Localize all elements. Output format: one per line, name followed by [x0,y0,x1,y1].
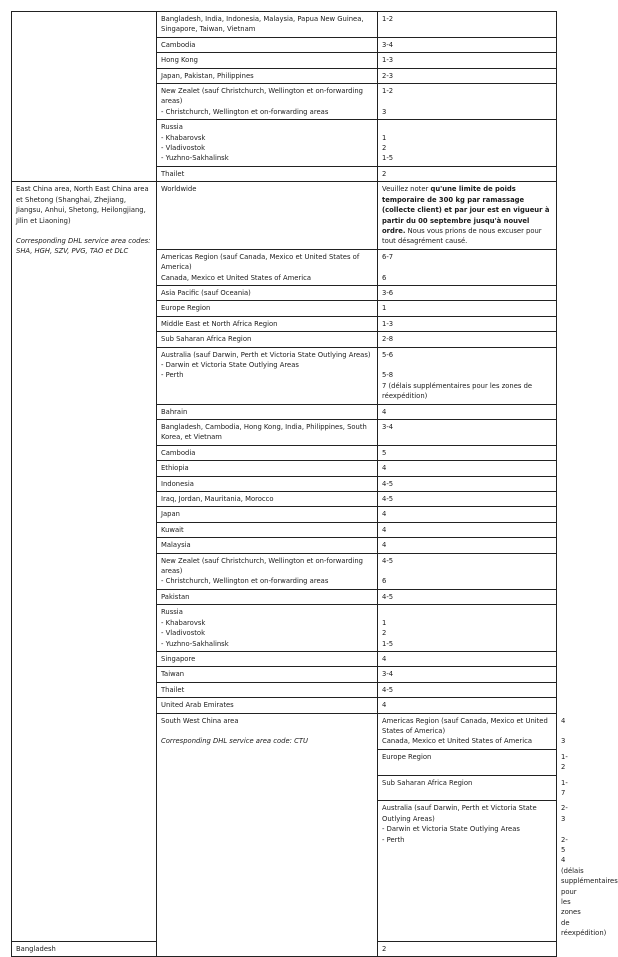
destination-cell [157,667,378,682]
transit-days-cell [378,249,557,285]
transit-days-cell [378,316,557,331]
destination-cell [157,605,378,652]
destination-text: Pakistan [161,592,190,601]
destination-text: New Zealet (sauf Christchurch, Wellington et on-forwarding areas) [161,556,363,576]
destination-text: Thailet [161,685,185,694]
destination-text: - Yuzhno-Sakhalinsk [161,154,229,163]
transit-days-cell [378,941,557,956]
destination-text: Europe Region [382,752,432,761]
transit-days-value [382,607,552,617]
destination-text: - Perth [161,371,184,380]
destination-text: Cambodia [161,448,196,457]
destination-text: Middle East et North Africa Region [161,319,278,328]
destination-cell [157,37,378,52]
destination-text: Canada, Mexico et United States of America [382,737,533,746]
destination-text: Kuwait [161,525,184,534]
destination-text: - Khabarovsk [161,618,206,627]
transit-days-cell [378,53,557,68]
area-service-codes: Corresponding DHL service area code: CTU [161,736,308,745]
transit-days-cell [378,507,557,522]
destination-text: - Vladivostok [161,144,206,153]
transit-days-cell [378,84,557,120]
transit-days-value: 6-7 [382,252,394,261]
destination-text: Bangladesh, India, Indonesia, Malaysia, Papua New Guinea, Singapore, Taiwan, Vietnam [161,15,364,34]
destination-text: - Yuzhno-Sakhalinsk [161,639,229,648]
transit-days-value: 5 [382,448,387,457]
destination-text: Australia (sauf Darwin, Perth et Victoria State Outlying Areas) [382,804,537,823]
destination-cell [157,538,378,553]
transit-time-table [11,11,618,957]
destination-cell [157,461,378,476]
destination-text: Hong Kong [161,56,198,65]
transit-days-value: 2 [382,629,387,638]
transit-days-cell [378,651,557,666]
transit-days-cell [378,404,557,419]
table-row: Sub Saharan Africa Region 1-7 [12,775,557,801]
destination-text: New Zealet (sauf Christchurch, Wellington et on-forwarding areas) [161,87,363,106]
transit-days-value: 4 [382,701,387,710]
transit-days-value: 1-5 [382,154,394,163]
table-row [12,12,557,38]
table-row: Australia (sauf Darwin, Perth et Victoria State Outlying Areas) - Darwin et Victoria State Outlying Areas - Perth 2-3 2-5 4 (délais supplémentaires pour les zones de réexpédition) [12,801,557,941]
transit-days-value: 4-5 [382,556,394,565]
destination-cell [157,682,378,697]
transit-days-cell [378,492,557,507]
transit-days-value: 3-6 [382,288,394,297]
transit-days-cell [378,589,557,604]
destination-text: - Darwin et Victoria State Outlying Areas [382,825,520,834]
transit-days-value: 4 [382,541,387,550]
table-row: Europe Region 1-2 [12,749,557,775]
destination-cell [157,316,378,331]
transit-days-cell [378,445,557,460]
transit-days-value: 6 [382,577,387,586]
transit-days-value: 3-4 [382,670,394,679]
transit-days-value: 4 [382,407,387,416]
notice-pre: Veuillez noter [382,185,431,194]
transit-days-cell [378,332,557,347]
destination-cell [157,182,378,249]
transit-days-value [382,360,552,370]
destination-cell [157,445,378,460]
transit-days-value: 1-2 [382,15,394,23]
destination-cell [157,120,378,167]
transit-days-value: 1-3 [382,56,394,65]
transit-days-cell [378,120,557,167]
destination-text: Europe Region [161,304,211,313]
destination-text: Sub Saharan Africa Region [161,335,252,344]
destination-text: Thailet [161,169,185,178]
destination-text: Sub Saharan Africa Region [382,778,473,787]
destination-text: Asia Pacific (sauf Oceania) [161,288,251,297]
transit-days-value [382,566,552,576]
table-row: South West China area Corresponding DHL service area code: CTU Americas Region (sauf Canada, Mexico et United States of America) Canada, Mexico et United States of America 4 3 [12,713,557,749]
destination-cell [157,285,378,300]
transit-days-value [382,122,552,132]
notice-bold: qu'une limite de poids temporaire de 300 kg par ramassage (collecte client) et par jour est en vigueur à partir du 00 septembre jusqu'à nouvel ordre. [382,185,550,235]
destination-cell [157,492,378,507]
destination-cell [157,522,378,537]
destination-text: Americas Region (sauf Canada, Mexico et United States of America) [161,252,360,272]
destination-cell [157,553,378,589]
destination-text: Cambodia [161,40,196,49]
destination-text: - Darwin et Victoria State Outlying Areas [161,360,299,369]
transit-days-value: 3-4 [382,40,394,49]
destination-cell [157,53,378,68]
transit-days-value: 6 [382,273,387,282]
transit-days-cell [378,522,557,537]
destination-text: - Christchurch, Wellington et on-forwarding areas [161,107,329,116]
destination-text: Iraq, Jordan, Mauritania, Morocco [161,495,274,504]
transit-days-value: 1-2 [382,87,394,96]
destination-text: - Christchurch, Wellington et on-forwarding areas [161,577,329,586]
destination-text: Australia (sauf Darwin, Perth et Victoria State Outlying Areas) [161,350,371,359]
destination-cell [157,420,378,446]
destination-text: United Arab Emirates [161,701,234,710]
destination-cell [157,12,378,38]
destination-cell [378,749,557,775]
transit-days-value [382,262,552,272]
destination-cell [378,713,557,749]
destination-cell [12,941,157,956]
transit-days-value: 4 [382,525,387,534]
destination-text: Bangladesh, Cambodia, Hong Kong, India, Philippines, South Korea, et Vietnam [161,423,367,442]
destination-cell [157,301,378,316]
transit-days-value: 3-4 [382,423,394,431]
transit-days-cell [378,347,557,404]
destination-cell [157,84,378,120]
transit-days-value: 4 [382,654,387,663]
destination-text: - Perth [382,835,405,844]
transit-days-cell [378,182,557,249]
transit-days-value: 2-8 [382,335,394,344]
transit-days-value: 5-8 [382,371,394,380]
transit-days-cell [378,538,557,553]
transit-days-value: 2 [382,144,387,153]
transit-days-cell [378,461,557,476]
transit-days-cell [378,285,557,300]
destination-text: Bangladesh [16,944,56,953]
area-service-codes: Corresponding DHL service area codes: SHA, HGH, SZV, PVG, TAO et DLC [16,236,151,256]
transit-days-value: 2 [382,169,387,178]
destination-cell [157,651,378,666]
transit-days-cell [378,166,557,181]
transit-days-value: 5-6 [382,350,394,359]
transit-days-cell [378,301,557,316]
transit-days-cell [378,553,557,589]
notice-post: Nous vous prions de nous excuser pour tout désagrément causé. [382,226,542,246]
destination-text: Singapore [161,654,196,663]
transit-days-cell [378,12,557,38]
transit-days-value: 1-3 [382,319,394,328]
transit-days-cell [378,37,557,52]
area-cell-empty [12,12,157,182]
table-row [12,182,557,249]
destination-text: Japan [161,510,180,519]
destination-text: Worldwide [161,185,197,194]
destination-text: Bahrain [161,407,188,416]
destination-cell [157,698,378,713]
transit-days-value: 7 (délais supplémentaires pour les zones de réexpédition) [382,381,533,401]
destination-cell [157,507,378,522]
transit-days-value: 4 [382,464,387,473]
transit-days-value: 4-5 [382,479,394,488]
destination-text: - Vladivostok [161,629,206,638]
area-name: East China area, North East China area et Shetong (Shanghai, Zhejiang, Jiangsu, Anhui, Shetong, Heilongjiang, Jilin et Liaoning) [16,185,149,225]
destination-text: Canada, Mexico et United States of America [161,273,312,282]
destination-cell [378,775,557,801]
destination-cell [157,589,378,604]
destination-cell [378,801,557,941]
transit-days-cell [378,698,557,713]
transit-days-value: 2-3 [382,71,394,80]
transit-days-value: 4-5 [382,685,394,694]
transit-days-cell [378,682,557,697]
destination-cell [157,332,378,347]
destination-cell [157,166,378,181]
destination-cell [157,68,378,83]
transit-days-cell [378,420,557,446]
weight-limit-notice [382,184,552,246]
area-cell [12,182,157,941]
destination-cell [157,476,378,491]
destination-text: Americas Region (sauf Canada, Mexico et United States of America) [382,716,548,735]
transit-days-cell [378,667,557,682]
transit-days-value: 2 [382,944,387,953]
destination-text: Japan, Pakistan, Philippines [161,71,254,80]
destination-text: - Khabarovsk [161,133,206,142]
destination-text: Russia [161,608,183,617]
transit-days-value: 1-5 [382,639,394,648]
transit-days-cell [378,68,557,83]
area-name: South West China area [161,716,239,725]
destination-cell [157,404,378,419]
transit-days-value: 1 [382,618,387,627]
table-body [12,12,618,957]
transit-days-value: 1 [382,133,387,142]
transit-days-value: 3 [382,107,387,116]
transit-days-value: 4-5 [382,592,394,601]
destination-cell [157,249,378,285]
transit-days-value: 1 [382,304,387,313]
transit-days-value: 4 [382,510,387,519]
transit-days-cell [378,605,557,652]
destination-text: Russia [161,123,183,132]
destination-text: Malaysia [161,541,191,550]
area-cell [157,713,378,957]
destination-text: Indonesia [161,479,194,488]
destination-cell [157,347,378,404]
transit-days-cell [378,476,557,491]
destination-text: Taiwan [161,670,185,679]
destination-text: Ethiopia [161,464,189,473]
transit-days-value [382,96,552,106]
transit-days-value: 4-5 [382,495,394,504]
